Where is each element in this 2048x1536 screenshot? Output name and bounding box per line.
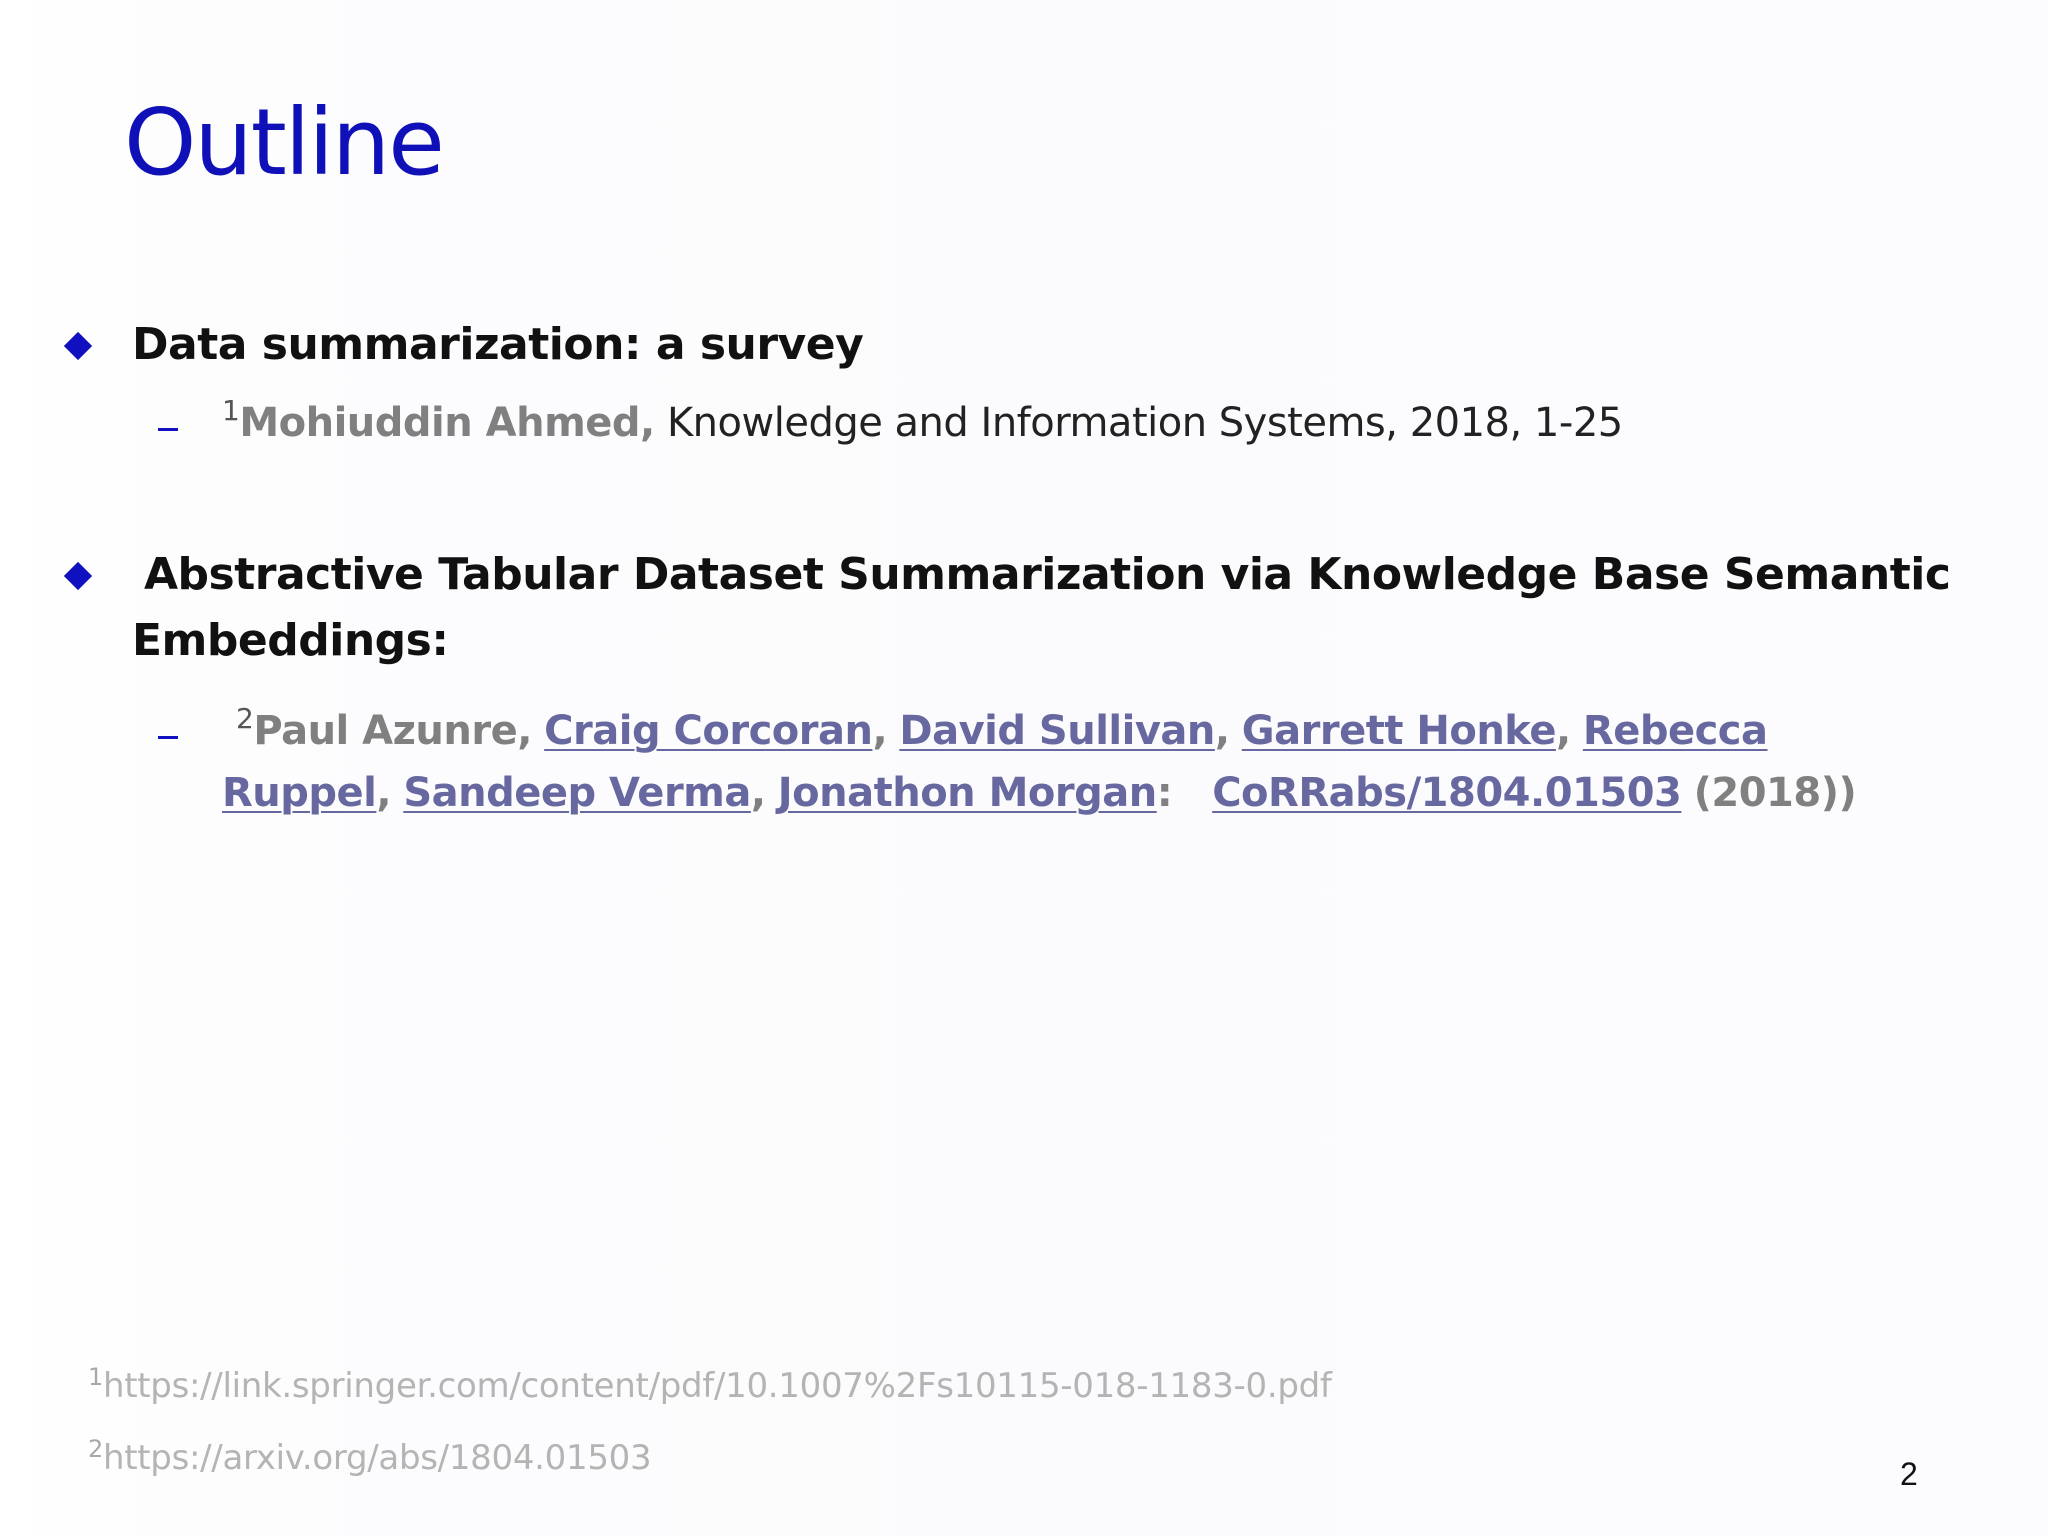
dash-bullet-icon	[158, 428, 178, 431]
author-separator: ,	[750, 770, 766, 816]
footnote-url: https://link.springer.com/content/pdf/10.1007%2Fs10115-018-1183-0.pdf	[102, 1366, 1332, 1406]
author-link[interactable]: Sandeep Verma	[403, 770, 751, 816]
footnote-marker-2: 2	[236, 702, 254, 735]
footnote-url: https://arxiv.org/abs/1804.01503	[102, 1438, 652, 1478]
author-link[interactable]: Rebecca	[1582, 708, 1768, 754]
venue-link[interactable]: CoRRabs/1804.01503	[1212, 770, 1682, 816]
footnote-1	[88, 1362, 1332, 1410]
bullet-heading-2-line2: Embeddings:	[132, 615, 449, 666]
dash-bullet-icon	[158, 736, 178, 739]
author-link[interactable]: Jonathon Morgan	[777, 770, 1157, 816]
author-name: Mohiuddin Ahmed	[239, 400, 641, 446]
bullet-heading-2-line1: Abstractive Tabular Dataset Summarization via Knowledge Base Semantic	[144, 549, 1951, 600]
author-link[interactable]: Garrett Honke	[1241, 708, 1556, 754]
author-separator: ,	[872, 708, 888, 754]
reference-1	[222, 392, 1623, 454]
page-number: 2	[1900, 1456, 1918, 1492]
bullet-heading-2	[132, 542, 1950, 674]
bullet-heading-1: Data summarization: a survey	[132, 319, 864, 370]
author-separator: ,	[640, 400, 655, 446]
author-separator: ,	[517, 708, 532, 754]
author-link[interactable]: Craig Corcoran	[544, 708, 873, 754]
footnote-marker-1: 1	[222, 394, 240, 427]
author-link[interactable]: Ruppel	[222, 770, 377, 816]
reference-2	[222, 700, 1862, 824]
footnote-2	[88, 1434, 651, 1482]
author-name: Paul Azunre	[253, 708, 518, 754]
publication-year: (2018))	[1693, 770, 1857, 816]
author-separator: ,	[1214, 708, 1230, 754]
publication-info: Knowledge and Information Systems, 2018, 1-25	[654, 400, 1623, 446]
colon-separator: :	[1156, 770, 1173, 816]
slide-title: Outline	[124, 89, 443, 196]
diamond-bullet-icon	[64, 562, 92, 590]
author-separator: ,	[1555, 708, 1571, 754]
diamond-bullet-icon	[64, 332, 92, 360]
footnote-marker: 1	[88, 1363, 103, 1391]
author-separator: ,	[376, 770, 392, 816]
footnote-marker: 2	[88, 1435, 103, 1463]
author-link[interactable]: David Sullivan	[899, 708, 1215, 754]
